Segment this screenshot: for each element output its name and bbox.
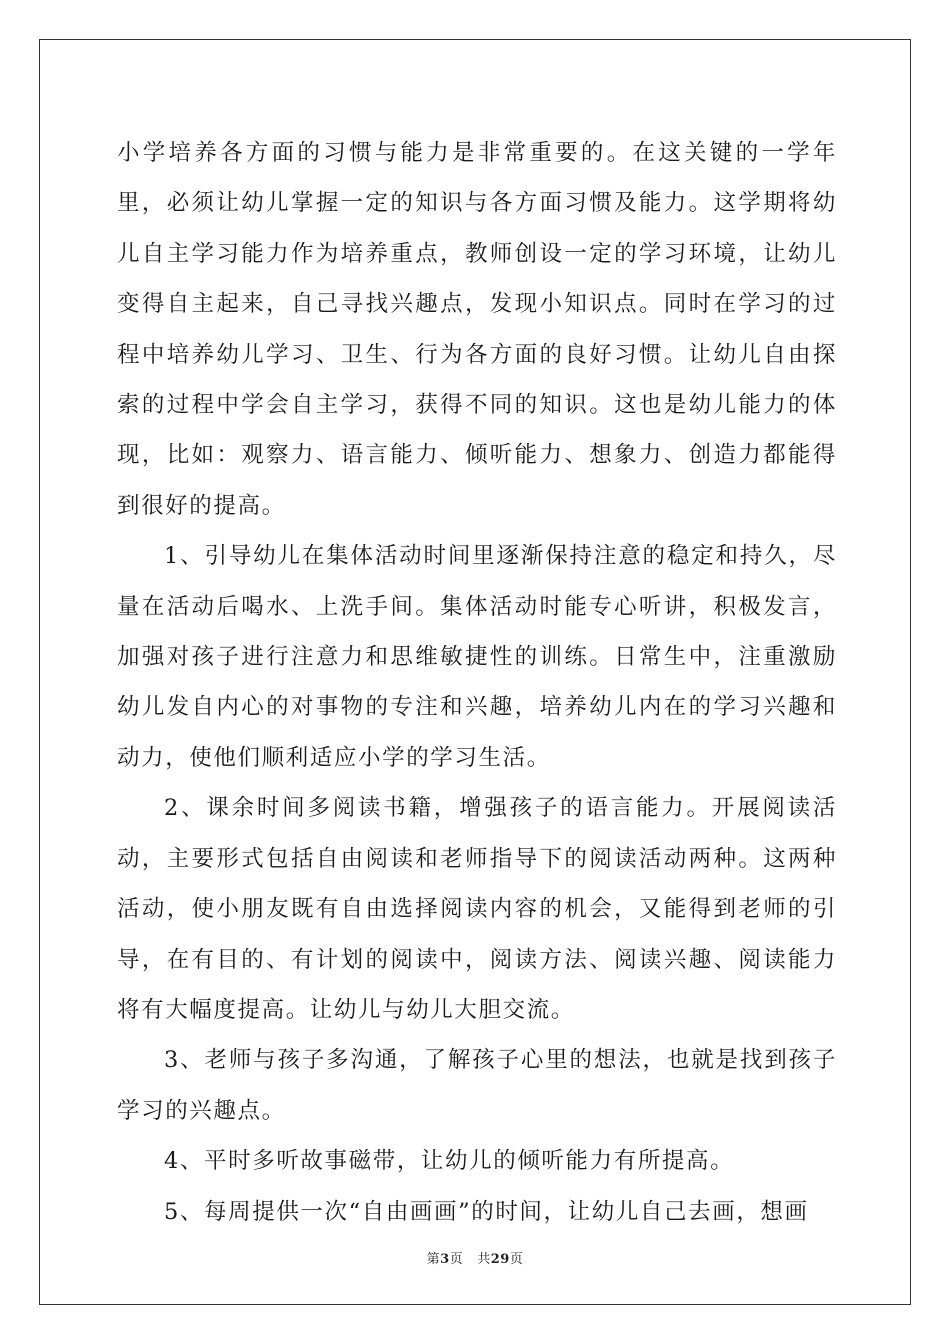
paragraph-item-4: 4、平时多听故事磁带，让幼儿的倾听能力有所提高。 <box>164 1148 735 1175</box>
total-prefix: 共 <box>477 1252 491 1267</box>
page-number: 3 <box>440 1252 450 1267</box>
total-pages: 29 <box>490 1252 510 1267</box>
paragraph-item-2: 2、课余时间多阅读书籍，增强孩子的语言能力。开展阅读活动，主要形式包括自由阅读和老师指导下的阅读活动两种。这两种活动，使小朋友既有自由选择阅读内容的机会，又能得到老师的引导，在有目的、有计划的阅读中，阅读方法、阅读兴趣、阅读能力将有大幅度提高。让幼儿与幼儿大胆交流。 <box>117 795 837 1023</box>
paragraph-item-3: 3、老师与孩子多沟通，了解孩子心里的想法，也就是找到孩子学习的兴趣点。 <box>117 1047 837 1124</box>
document-body <box>117 128 837 1237</box>
page-suffix: 页 <box>449 1252 464 1267</box>
page-prefix: 第 <box>426 1252 441 1267</box>
page-footer <box>0 1248 950 1267</box>
paragraph-item-1: 1、引导幼儿在集体活动时间里逐渐保持注意的稳定和持久，尽量在活动后喝水、上洗手间。集体活动时能专心听讲，积极发言，加强对孩子进行注意力和思维敏捷性的训练。日常生中，注重激励幼儿发自内心的对事物的专注和兴趣，培养幼儿内在的学习兴趣和动力，使他们顺利适应小学的学习生活。 <box>117 543 837 771</box>
paragraph-intro: 小学培养各方面的习惯与能力是非常重要的。在这关键的一学年里，必须让幼儿掌握一定的知识与各方面习惯及能力。这学期将幼儿自主学习能力作为培养重点，教师创设一定的学习环境，让幼儿变得自主起来，自己寻找兴趣点，发现小知识点。同时在学习的过程中培养幼儿学习、卫生、行为各方面的良好习惯。让幼儿自由探索的过程中学会自主学习，获得不同的知识。这也是幼儿能力的体现，比如：观察力、语言能力、倾听能力、想象力、创造力都能得到很好的提高。 <box>117 140 837 519</box>
total-suffix: 页 <box>509 1252 524 1267</box>
paragraph-item-5: 5、每周提供一次“自由画画”的时间，让幼儿自己去画，想画 <box>164 1198 809 1225</box>
